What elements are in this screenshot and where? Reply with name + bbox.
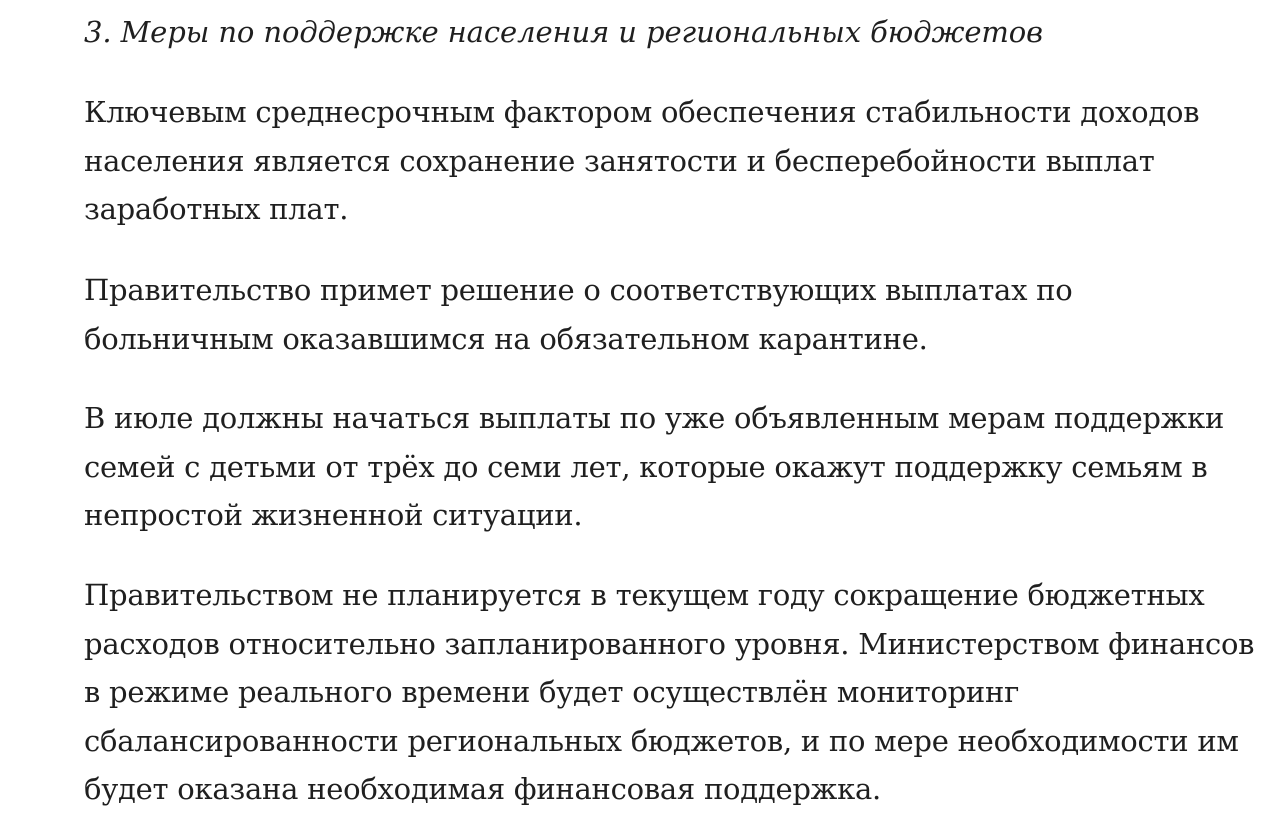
paragraph-regional-budgets	[84, 571, 1255, 814]
paragraph-line: в режиме реального времени будет осуществлён мониторинг	[84, 675, 1020, 710]
paragraph-line: расходов относительно запланированного уровня. Министерством финансов	[84, 626, 1255, 661]
paragraph-sick-leave	[84, 266, 1234, 363]
paragraph-line: Правительство примет решение о соответствующих выплатах по	[84, 273, 1073, 307]
section-heading: 3. Меры по поддержке населения и региональных бюджетов	[84, 15, 1043, 49]
paragraph-family-support	[84, 394, 1234, 540]
paragraph-line: Правительством не планируется в текущем году сокращение бюджетных	[84, 578, 1205, 612]
paragraph-line: больничным оказавшимся на обязательном карантине.	[84, 321, 928, 356]
paragraph-line: В июле должны начаться выплаты по уже объявленным мерам поддержки	[84, 401, 1225, 435]
paragraph-line: заработных плат.	[84, 192, 349, 227]
paragraph-line: будет оказана необходимая финансовая поддержка.	[84, 772, 881, 807]
paragraph-line: населения является сохранение занятости и бесперебойности выплат	[84, 143, 1155, 178]
paragraph-line: семей с детьми от трёх до семи лет, которые окажут поддержку семьям в	[84, 449, 1208, 484]
paragraph-line: Ключевым среднесрочным фактором обеспечения стабильности доходов	[84, 95, 1200, 129]
paragraph-line: непростой жизненной ситуации.	[84, 498, 583, 533]
paragraph-line: сбалансированности региональных бюджетов, и по мере необходимости им	[84, 723, 1239, 758]
paragraph-employment	[84, 88, 1234, 234]
